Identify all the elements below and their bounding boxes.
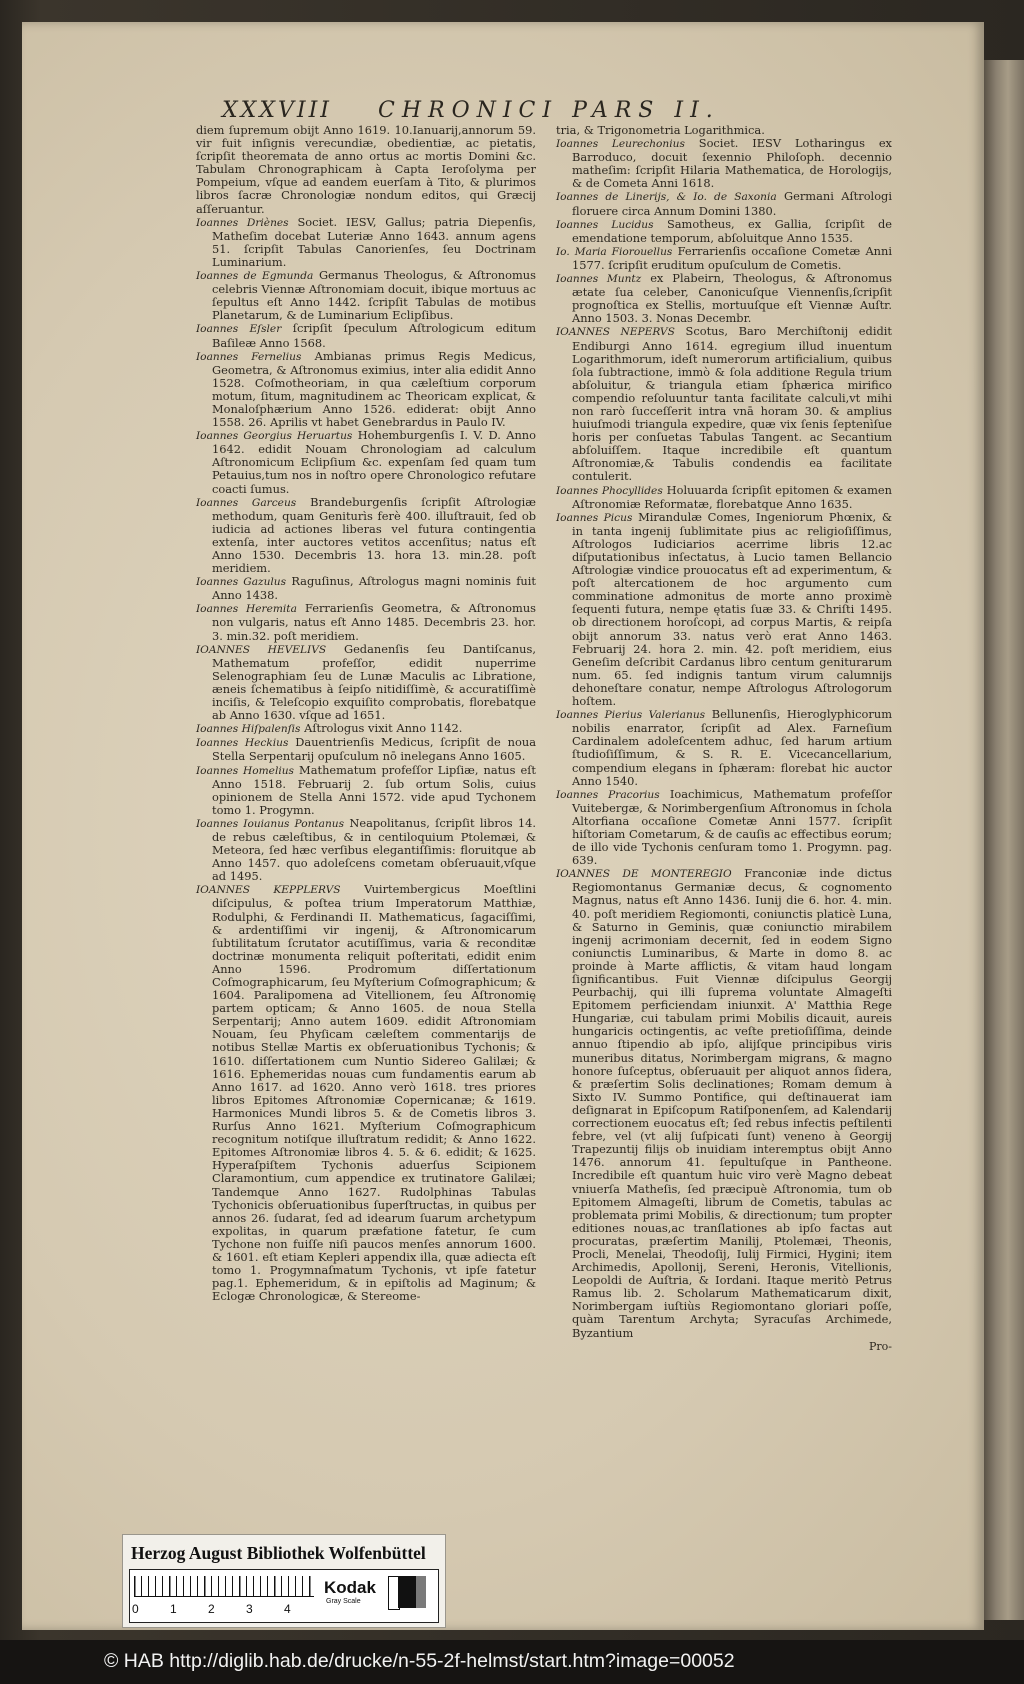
entry: [196, 350, 536, 430]
scale-number: 4: [284, 1602, 291, 1616]
entry: [556, 137, 892, 190]
page-number: XXXVIII: [222, 98, 332, 123]
copyright-footer: [0, 1640, 1024, 1684]
entry-text: Aſtrologus vixit Anno 1142.: [304, 721, 463, 736]
entry-text: Mirandulæ Comes, Ingeniorum Phœnix, & in tanta ingenij ſublimitate pius ac religioſiſſimus, Aſtrologos Iudiciarios acerrime libris 12.ac diſputationibus inſectatus, à Lucio tamen Bellancio Aſtrologiæ vindice prouocatus eſt ad experimentum, & poſt altercationem de hoc argumento cum comminatione admonitus de morte anno proximè ſequenti futura, nempe ętatis ſuæ 33. & Chriſti 1495. ob directionem horoſcopi, ad corpus Martis, & reipſa obijt annorum 33. natus verò erat Anno 1463. Februarij 24. hora 2. min. 42. poſt meridiem, eius Geneſim deſcribit Cardanus libro centum geniturarum num. 65. ſed indignis tantum virum calumnijs dehoneſtare conatur, nempe Aſtrologus Aſtrologorum hoſtem.: [572, 509, 893, 709]
entry-text: Neapolitanus, ſcripſit libros 14. de rebus cæleſtibus, & in centiloquium Ptolemæi, & Meteora, ſed hæc verſibus elegantiſſimis: floruitque ab Anno 1457. quo adoleſcens cometam obſeruauit,vſque ad 1495.: [212, 815, 536, 884]
entry-text: Franconiæ inde dictus Regiomontanus Germaniæ decus, & cognomento Magnus, natus eſt Anno 1436. Iunij die 6. hor. 4. min. 40. poſt meridiem Regiomonti, coniunctis platicè Luna, & Saturno in Geminis, quæ coniunctio mirabilem ingenij acrimoniam decernit, ſed in eodem Signo coniunctis Luminaribus, & Marte in domo 8. ac proinde à Marte afflictis, & vitam haud longam ſignificantibus. Fuit Viennæ diſcipulus Georgij Peurbachij, qui illi ſuprema voluntate Almageſti Epitomem perficiendam iniunxit. A' Matthia Rege Hungariæ, cui tabulam primi Mobilis dicauit, aureis hungaricis octingentis, ac veſte pretioſiſſima, deinde annuo ſtipendio ab ipſo, alijſque principibus viris muneribus ditatus, Norimbergam migrans, & magno honore ſuſceptus, obſeruauit per aliquot annos ſidera, & præſertim Solis declinationes; Romam demum à Sixto IV. Summo Pontifice, qui deſtinauerat iam deſignarat in Epiſcopum Ratiſponenſem, ad Kalendarij correctionem euocatus eſt; ſed rebus infectis peſtilenti febre, vel (vt alij ſuſpicati ſunt) veneno à Georgij Trapezuntij filijs ob inuidiam interemptus obijt Anno 1476. annorum 41. ſepultuſque in Pantheone. Incredibile eſt quantum huic viro verè Magno debeat vniuerſa Matheſis, ſed præcipuè Aſtronomia, tum ob Epitomem Almageſti, librum de Cometis, tabulas ac problemata primi Mobilis, & directionum; tum propter editiones nouas,ac tranſlationes ab ipſo factas aut procuratas, præſertim Manilij, Ptolemæi, Theonis, Procli, Menelai, Theodoſij, Iulij Firmici, Hygini; item Archimedis, Apollonij, Sereni, Heronis, Vitellionis, Leopoldi de Auſtria, & Iordani. Itaque meritò Petrus Ramus lib. 2. Scholarum Mathematicarum dixit, Norimbergam iuſtiùs Regiomontano gloriari poſſe, quàm Tarentum Archyta; Syracuſas Archimede, Byzantium: [572, 866, 892, 1340]
entry-text: Germanus Theologus, & Aſtronomus celebris Viennæ Aſtronomiam docuit, ibique mortuus ac ſepultus eſt Anno 1442. ſcripſit Tabulas de motibus Planetarum, & de Luminarium Eclipſibus.: [212, 268, 536, 323]
entry-name: Ioannes Hiſpalenſis: [196, 723, 301, 736]
entry: [556, 218, 892, 245]
entry-text: Vuirtembergicus Moeſtlini diſcipulus, & poſtea trium Imperatorum Matthiæ, Rodulphi, & Ferdinandi II. Mathematicus, ſagaciſſimi, & ardentiſſimi vir ingenij, & Aſtronomicarum ſubtilitatum ſcrutator acutiſſimus, varia & reconditæ doctrinæ monumenta reliquit poſteritati, edidit enim Anno 1596. Prodromum diſſertationum Coſmographicarum, ſeu Myſterium Coſmographicum; & 1604. Paralipomena ad Vitellionem, ſeu Aſtronomię partem opticam; & Anno 1605. de noua Stella Serpentarij; Anno autem 1609. edidit Aſtronomiam Nouam, ſeu Phyſicam cæleſtem commentarijs de notibus Stellæ Martis ex obſeruationibus Tychonis; & 1610. diſſertationem cum Nuntio Sidereo Galilæi; & 1616. Ephemeridas nouas cum fundamentis earum ab Anno 1617. ad 1620. Anno verò 1618. tres priores libros Epitomes Aſtronomiæ Copernicanæ; & 1619. Harmonices Mundi libros 5. & de Cometis libros 3. Rurſus Anno 1621. Myſterium Coſmographicum recognitum notiſque illuſtratum redidit; & Anno 1622. Epitomes Aſtronomiæ libros 4. 5. & 6. edidit; & 1625. Hyperaſpiſtem Tychonis aduerſus Scipionem Claramontium, cum appendice ex trutinatore Galilæi; Tandemque Anno 1627. Rudolphinas Tabulas Tychonicis obſeruationibus ſuperſtructas, in quibus per annos 26. ſudarat, ſed ad idearum ſuarum archetypum expolitas, in quarum præfatione fatetur, ſe cum Tychone non fuiſſe niſi paucos menſes annorum 1600. & 1601. eſt etiam Kepleri appendix illa, quæ adiecta eſt tomo 1. Progymnaſmatum Tychonis, vt ipſe fatetur pag.1. Ephemeridum, & in epiſtolis ad Maginum; & Eclogæ Chronologicæ, & Stereome-: [212, 882, 536, 1304]
entry-name: Ioannes Georgius Heruartus: [196, 430, 353, 443]
entry-name: Ioannes Phocyllides: [556, 484, 663, 497]
entry-name: Ioannes Driènes: [196, 216, 289, 229]
entry-name: Ioannes Heckius: [196, 737, 289, 750]
entry: [196, 722, 536, 736]
entry-text: Dauentrienſis Medicus, ſcripſit de noua Stella Serpentarij opuſculum nō inelegans Anno 1605.: [212, 735, 536, 764]
entry-name: IOANNES NEPERVS: [556, 326, 675, 339]
kodak-subtitle: Gray Scale: [326, 1598, 361, 1605]
entry-text: Ferrarienſis occaſione Cometæ Anni 1577. ſcripſit eruditum opuſculum de Cometis.: [572, 243, 892, 272]
entry: [196, 124, 536, 216]
entry: [556, 484, 892, 511]
entry-text: Samotheus, ex Gallia, ſcripſit de emendatione temporum, abſoluitque Anno 1535.: [572, 216, 892, 245]
entry: [196, 496, 536, 576]
gray-swatch-black: [398, 1576, 416, 1608]
kodak-brand: Kodak: [324, 1578, 376, 1597]
entry-name: Ioannes Homelius: [196, 764, 294, 777]
entry-name: Io. Maria Fiorouellus: [556, 245, 673, 258]
entry-name: Ioannes Picus: [556, 511, 633, 524]
entry-text: Brandeburgenſis ſcripſit Aſtrologiæ methodum, quam Geniturìs ferè 400. illuſtrauit, ſed ob iudicia ad actiones liberas vel futura contingentia extenſa, inter auctores vetitos accenſitus; natus eſt Anno 1530. Decembris 13. hora 13. min.28. poſt meridiem.: [212, 494, 537, 576]
entry: [196, 764, 536, 817]
adjacent-page-edge: [984, 60, 1024, 1620]
entry-text: Scotus, Baro Merchiſtonij edidit Endiburgi Anno 1614. egregium illud inuentum Logarithmorum, ideſt numerorum artificialium, quibus ſola ſubtractione, immò & ſola additione Regula trium abſoluitur, & triangula etiam ſphærica mirifico compendio reſoluuntur tanta facilitate calculi,vt mihi non rarò ſucceſſerit intra vnā horam 30. & amplius huiuſmodi triangula expedire, quæ vix ſenis ſeptenìſue horis per conſuetas Tabulas Tangent. ac Secantium abſoluiſſem. Itaque incredibile eſt quantum Aſtronomiæ,& Tabulis condendis ea facilitate contulerit.: [572, 324, 892, 484]
entry: [556, 867, 892, 1339]
library-name: Herzog August Bibliothek Wolfenbüttel: [131, 1543, 426, 1563]
entry: [196, 817, 536, 883]
adjacent-page-text-fragment: [990, 140, 1020, 1040]
entry-text: Ioachimicus, Mathematum profeſſor Vuitebergæ, & Norimbergenſium Aſtronomus in ſchola Altorfiana occaſione Cometæ Anni 1577. ſcripſit hiſtoriam Cometarum, & de cauſis ac effectibus eorum; de illo vide Tychonis cenſuram tomo 1. Progymn. pag. 639.: [572, 786, 892, 868]
entry-name: Ioannes Pracorius: [556, 788, 660, 801]
entry-name: Ioannes Pierius Valerianus: [556, 709, 706, 722]
scale-ruler: [134, 1576, 314, 1597]
entry-name: Ioannes Fernelius: [196, 350, 302, 363]
entry: [196, 429, 536, 495]
entry-text: Ambianas primus Regis Medicus, Geometra, & Aſtronomus eximius, inter alia edidit Anno 1528. Coſmotheoriam, in qua cæleſtium corporum motum, ſitum, magnitudinem ac Theoricam explicat, & Monaloſphærium Anno 1526. ediderat: obijt Anno 1558. 26. Aprilis vt habet Genebrardus in Paulo IV.: [212, 348, 536, 430]
entry: [556, 788, 892, 868]
entry-name: Ioannes Heremita: [196, 603, 297, 616]
scale-number: 1: [170, 1602, 177, 1616]
entry: [556, 190, 892, 217]
entry: [556, 245, 892, 272]
entry-text: Mathematum profeſſor Lipſiæ, natus eſt Anno 1518. Februarij 2. ſub ortum Solis, cuius opinionem de Stella Anni 1572. vide apud Tychonem tomo 1. Progymn.: [212, 762, 536, 817]
entry: [196, 322, 536, 349]
entry-text: ſcripſit ſpeculum Aſtrologicum editum Baſileæ Anno 1568.: [212, 321, 536, 350]
page-title: CHRONICI PARS II.: [378, 98, 720, 123]
entry-name: Ioannes de Linerijs, & Io. de Saxonia: [556, 191, 777, 204]
entry: [196, 602, 536, 642]
library-label-card: [122, 1534, 446, 1628]
entry-text: Germani Aſtrologi floruere circa Annum Domini 1380.: [572, 189, 892, 218]
right-text-column: [556, 124, 892, 1353]
entry: [196, 269, 536, 322]
entry: [196, 736, 536, 763]
entry-name: Ioannes de Egmunda: [196, 270, 314, 283]
entry: [196, 216, 536, 269]
scale-number: 3: [246, 1602, 253, 1616]
entry-text: Raguſinus, Aſtrologus magni nominis fuit Anno 1438.: [212, 574, 536, 603]
entry-name: IOANNES DE MONTEREGIO: [556, 868, 732, 881]
entry-text: Societ. IESV, Gallus; patria Diepenſis, Matheſim docebat Luteriæ Anno 1643. annum agens 51. ſcripſit Tabulas Canorienſes, ſeu Doctrinam Luminarium.: [212, 214, 536, 269]
entry: [556, 272, 892, 325]
entry: [556, 511, 892, 708]
entry: [196, 643, 536, 723]
entry-name: Ioannes Eſsler: [196, 323, 282, 336]
entry-name: Ioannes Muntz: [556, 273, 642, 286]
entry-text: Bellunenſis, Hieroglyphicorum nobilis enarrator, ſcripſit ad Alex. Farneſium Cardinalem adoleſcentem adhuc, ſed harum artium ſtudioſiſſimum, & S. R. E. Vicecancellarium, compendium elegans in ſphæram: florebat hic auctor Anno 1540.: [572, 707, 892, 788]
gray-swatch-gray: [416, 1576, 426, 1608]
entry-name: Ioannes Iouianus Pontanus: [196, 817, 345, 830]
entry-text: Ferrarienſis Geometra, & Aſtronomus non vulgaris, natus eſt Anno 1485. Decembris 23. hor. 3. min.32. poſt meridiem.: [212, 601, 537, 643]
footer-url: © HAB http://diglib.hab.de/drucke/n-55-2f-helmst/start.htm?image=00052: [104, 1650, 735, 1672]
entry-text: Societ. IESV Lotharingus ex Barroduco, docuit ſexennio Philoſoph. decennio matheſim: ſcripſit Hilaria Mathematica, de Horologijs, & de Cometa Anni 1618.: [572, 136, 892, 191]
entry-name: Ioannes Lucidus: [556, 218, 654, 231]
entry-text: ex Plabeirn, Theologus, & Aſtronomus ætate ſua celeber, Canonicuſque Viennenſis,ſcripſit prognoſtica ex Stellis, mortuuſque eſt Viennæ Auſtr. Anno 1503. 3. Nonas Decembr.: [572, 271, 893, 326]
entry: [556, 708, 892, 788]
entry-text: Hohemburgenſis I. V. D. Anno 1642. edidit Nouam Chronologiam ad calculum Aſtronomicum Eclipſium &c. expenſam ſed quam tum Petauius,tum nos in noſtro opere Chronologico refutare coacti ſumus.: [212, 428, 536, 496]
scale-number: 0: [132, 1602, 139, 1616]
entry: [196, 575, 536, 602]
entry: [196, 883, 536, 1303]
entry-text: Gedanenſis ſeu Dantiſcanus, Mathematum profeſſor, edidit nuperrime Selenographiam ſeu de Lunæ Maculis ac Libratione, æneis ſchematibus à ſeipſo nitidiſſimè, & accuratiſſimè inciſis, & Teleſcopio exquiſito comprobatis, florebatque ab Anno 1630. vſque ad 1651.: [212, 641, 536, 723]
entry-text: Holuuarda ſcripſit epitomen & examen Aſtronomiæ Reformatæ, florebatque Anno 1635.: [572, 482, 892, 511]
entry-text: tria, & Trigonometria Logarithmica.: [556, 123, 765, 137]
catchword: Pro-: [869, 1339, 892, 1353]
kodak-gray-scale: [129, 1569, 439, 1623]
entry-name: Ioannes Gazulus: [196, 576, 287, 589]
entry-name: Ioannes Garceus: [196, 496, 297, 509]
entry-text: diem ſupremum obijt Anno 1619. 10.Ianuarij,annorum 59. vir fuit inſignis verecundiæ, obedientiæ, ac pietatis, ſcripſit theoremata de anno ortus ac mortis Domini &c. Tabulam Chronographicam à Capta Ieroſolyma per Pompeium, vſque ad eandem euerſam à Tito, & plurimos libros ſacræ Chronologiæ nondum editos, qui Græcij aſſeruantur.: [196, 123, 536, 216]
entry-name: IOANNES KEPPLERVS: [196, 884, 341, 897]
entry: [556, 325, 892, 483]
scale-number: 2: [208, 1602, 215, 1616]
left-text-column: [196, 124, 536, 1303]
entry-name: Ioannes Leurechonius: [556, 138, 685, 151]
entry-name: IOANNES HEVELIVS: [196, 643, 327, 656]
kodak-logo-box: [320, 1576, 430, 1610]
